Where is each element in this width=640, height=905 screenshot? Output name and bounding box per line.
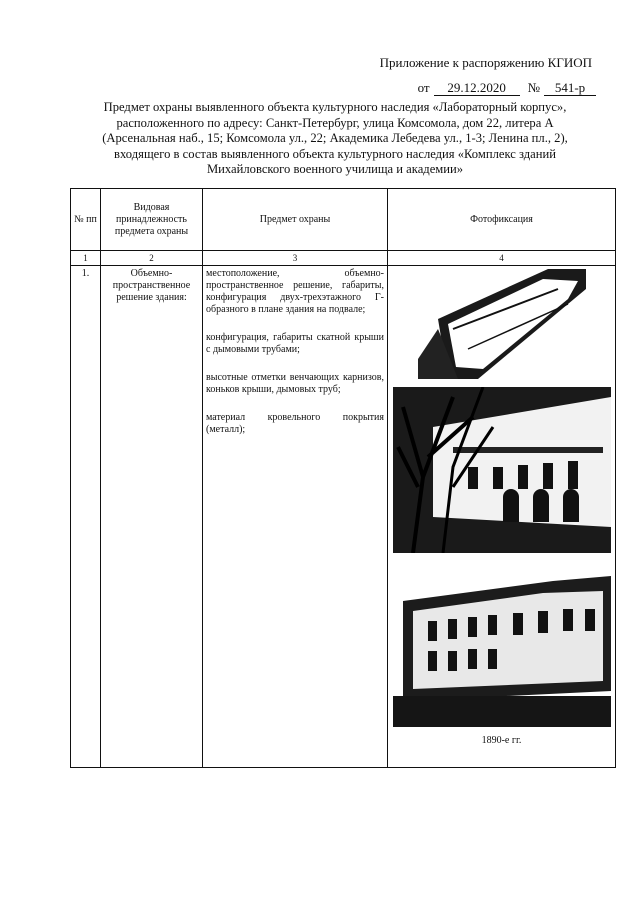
title-line-5: Михайловского военного училища и академии» <box>206 162 464 177</box>
order-date: 29.12.2020 <box>434 81 520 96</box>
order-line <box>418 80 596 96</box>
plan-photo <box>418 269 586 379</box>
photo-caption: 1890-е гг. <box>481 735 522 746</box>
header-num: № пп <box>71 189 101 251</box>
index-4: 4 <box>388 251 616 266</box>
title-line-3: (Арсенальная наб., 15; Комсомола ул., 22; Академика Лебедева ул., 1-3; Ленина пл., 2), <box>102 131 568 146</box>
item-material: материал кровельного покрытия (металл); <box>206 412 384 435</box>
title-line-4: входящего в состав выявленного объекта культурного наследия «Комплекс зданий <box>114 146 556 161</box>
header-subject: Предмет охраны <box>203 189 388 251</box>
item-roof: конфигурация, габариты скатной крыши с дымовыми трубами; <box>206 332 384 355</box>
title-line-1: Предмет охраны выявленного объекта культурного наследия «Лабораторный корпус», <box>103 100 567 114</box>
row-description <box>203 266 388 768</box>
protection-table <box>70 188 616 768</box>
page-title <box>70 100 600 178</box>
title-line-2: расположенного по адресу: Санкт-Петербург, улица Комсомола, дом 22, литера А <box>116 115 554 130</box>
number-label: № <box>527 80 540 95</box>
historic-photo <box>393 561 611 727</box>
appendix-label: Приложение к распоряжению КГИОП <box>379 55 592 70</box>
index-1: 1 <box>71 251 101 266</box>
header-photo: Фотофиксация <box>388 189 616 251</box>
from-label: от <box>417 80 430 95</box>
row-type: Объемно-пространственное решение здания: <box>101 266 203 768</box>
item-heights: высотные отметки венчающих карнизов, коньков крыши, дымовых труб; <box>206 372 384 395</box>
photo-cell <box>388 266 616 768</box>
table-row <box>71 266 616 768</box>
item-location: местоположение, объемно-пространственное решение, габариты, конфигурация двух-трехэтажного Г-образного в плане здания на подвале; <box>206 268 384 315</box>
order-number: 541-р <box>544 81 596 96</box>
header-row <box>71 189 616 251</box>
index-3: 3 <box>203 251 388 266</box>
facade-photo <box>393 387 611 553</box>
header-type: Видовая принадлежность предмета охраны <box>101 189 203 251</box>
row-num: 1. <box>71 266 101 768</box>
index-2: 2 <box>101 251 203 266</box>
index-row <box>71 251 616 266</box>
